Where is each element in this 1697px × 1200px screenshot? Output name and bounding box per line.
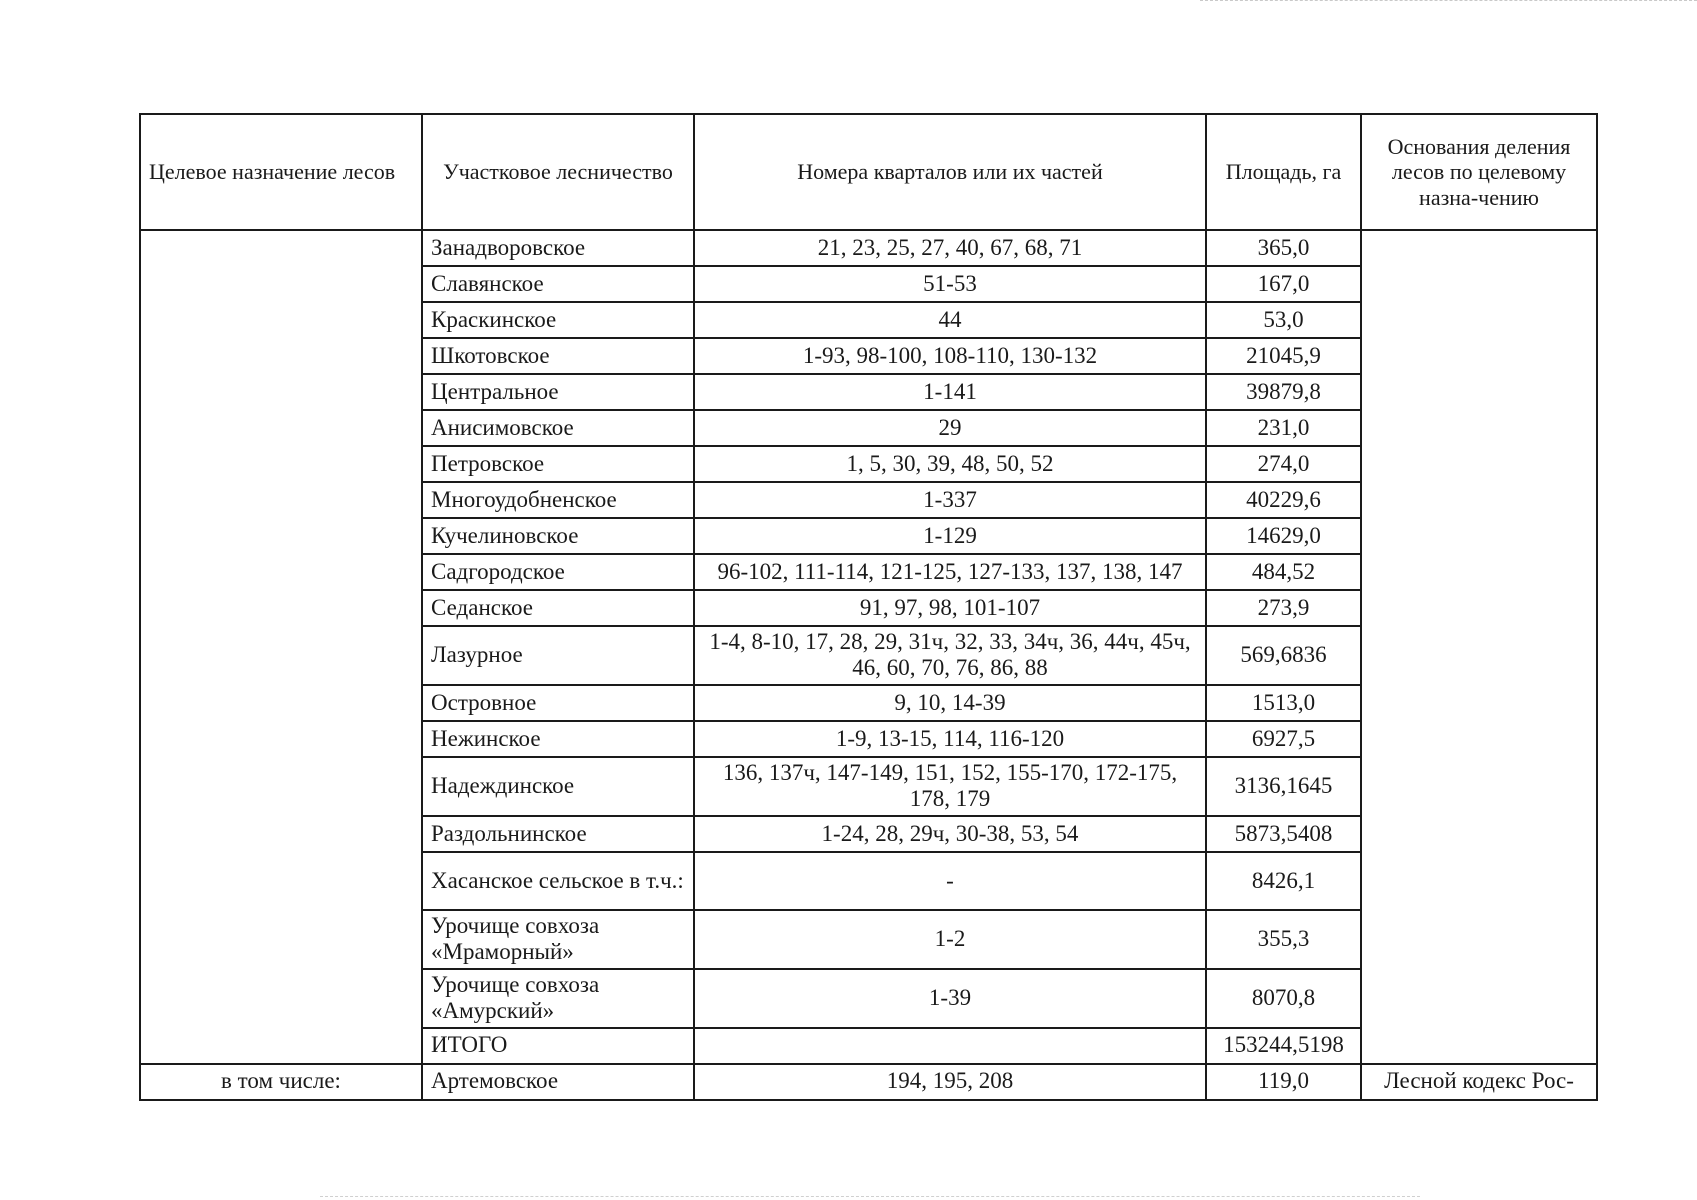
table-row [140,230,1597,266]
area-cell: 484,52 [1206,554,1361,590]
district-cell: Петровское [422,446,694,482]
basis-cell: Лесной кодекс Рос- [1361,1064,1597,1100]
district-cell: Хасанское сельское в т.ч.: [422,852,694,910]
area-cell: 53,0 [1206,302,1361,338]
district-cell: Лазурное [422,626,694,685]
area-cell: 569,6836 [1206,626,1361,685]
total-quarters-empty [694,1028,1206,1064]
header-purpose: Целевое назначение лесов [140,114,422,230]
area-cell: 8426,1 [1206,852,1361,910]
area-cell: 119,0 [1206,1064,1361,1100]
area-cell: 167,0 [1206,266,1361,302]
quarters-cell: 51-53 [694,266,1206,302]
scan-artifact-bottom [320,1196,1420,1199]
quarters-cell: 1-141 [694,374,1206,410]
quarters-cell: 29 [694,410,1206,446]
district-cell: Шкотовское [422,338,694,374]
table-header-row [140,114,1597,230]
quarters-cell: 194, 195, 208 [694,1064,1206,1100]
quarters-cell: 1-93, 98-100, 108-110, 130-132 [694,338,1206,374]
area-cell: 231,0 [1206,410,1361,446]
district-cell: Садгородское [422,554,694,590]
quarters-cell: 1-39 [694,969,1206,1028]
area-cell: 274,0 [1206,446,1361,482]
area-cell: 273,9 [1206,590,1361,626]
district-cell: Многоудобненское [422,482,694,518]
area-cell: 14629,0 [1206,518,1361,554]
district-cell: Занадворовское [422,230,694,266]
header-basis: Основания деления лесов по целевому назна-чению [1361,114,1597,230]
area-cell: 39879,8 [1206,374,1361,410]
included-row [140,1064,1597,1100]
quarters-cell: 44 [694,302,1206,338]
area-cell: 6927,5 [1206,721,1361,757]
district-cell: Островное [422,685,694,721]
district-cell: Центральное [422,374,694,410]
total-value: 153244,5198 [1206,1028,1361,1064]
included-label: в том числе: [140,1064,422,1100]
quarters-cell: 1-2 [694,910,1206,969]
district-cell: Артемовское [422,1064,694,1100]
basis-cell-empty [1361,230,1597,1064]
district-cell: Нежинское [422,721,694,757]
quarters-cell: 21, 23, 25, 27, 40, 67, 68, 71 [694,230,1206,266]
quarters-cell: 91, 97, 98, 101-107 [694,590,1206,626]
total-label: ИТОГО [422,1028,694,1064]
area-cell: 40229,6 [1206,482,1361,518]
area-cell: 3136,1645 [1206,757,1361,816]
area-cell: 1513,0 [1206,685,1361,721]
area-cell: 5873,5408 [1206,816,1361,852]
district-cell: Анисимовское [422,410,694,446]
quarters-cell: - [694,852,1206,910]
district-cell: Урочище совхоза «Амурский» [422,969,694,1028]
district-cell: Славянское [422,266,694,302]
quarters-cell: 1-4, 8-10, 17, 28, 29, 31ч, 32, 33, 34ч, 36, 44ч, 45ч, 46, 60, 70, 76, 86, 88 [694,626,1206,685]
purpose-cell-empty [140,230,422,1064]
quarters-cell: 1-129 [694,518,1206,554]
district-cell: Краскинское [422,302,694,338]
area-cell: 8070,8 [1206,969,1361,1028]
quarters-cell: 9, 10, 14-39 [694,685,1206,721]
district-cell: Урочище совхоза «Мраморный» [422,910,694,969]
quarters-cell: 136, 137ч, 147-149, 151, 152, 155-170, 172-175, 178, 179 [694,757,1206,816]
quarters-cell: 1-9, 13-15, 114, 116-120 [694,721,1206,757]
district-cell: Кучелиновское [422,518,694,554]
area-cell: 355,3 [1206,910,1361,969]
quarters-cell: 1-337 [694,482,1206,518]
district-cell: Седанское [422,590,694,626]
header-quarters: Номера кварталов или их частей [694,114,1206,230]
district-cell: Раздольнинское [422,816,694,852]
quarters-cell: 96-102, 111-114, 121-125, 127-133, 137, 138, 147 [694,554,1206,590]
header-district: Участковое лесничество [422,114,694,230]
header-area: Площадь, га [1206,114,1361,230]
area-cell: 21045,9 [1206,338,1361,374]
area-cell: 365,0 [1206,230,1361,266]
scan-artifact-top [1200,0,1697,5]
forest-allocation-table [139,113,1598,1101]
quarters-cell: 1-24, 28, 29ч, 30-38, 53, 54 [694,816,1206,852]
quarters-cell: 1, 5, 30, 39, 48, 50, 52 [694,446,1206,482]
district-cell: Надеждинское [422,757,694,816]
